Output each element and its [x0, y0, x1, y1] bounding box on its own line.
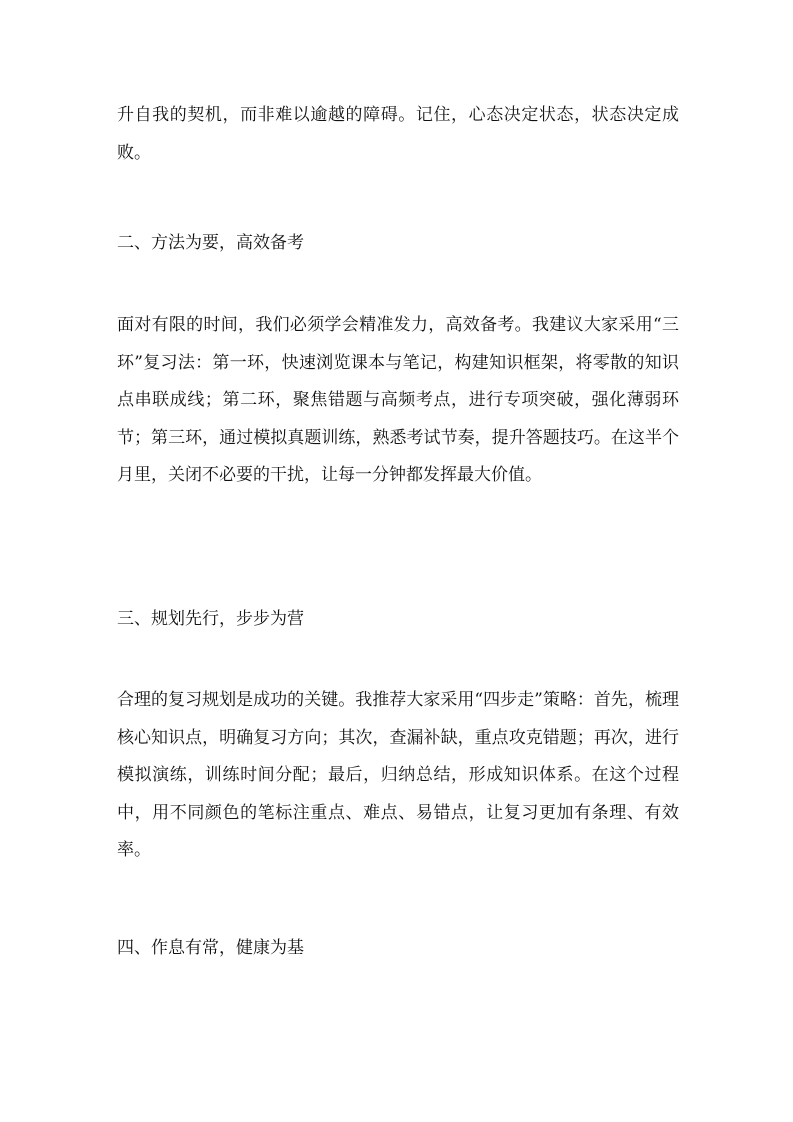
section-heading-methods: 二、方法为要，高效备考: [117, 233, 304, 253]
section-heading-rest: 四、作息有常，健康为基: [117, 938, 304, 958]
section-paragraph-methods: 面对有限的时间，我们必须学会精准发力，高效备考。我建议大家采用“三环”复习法：第一环，快速浏览课本与笔记，构建知识框架，将零散的知识点串联成线；第二环，聚焦错题与高频考点，进行专项突破，强化薄弱环节；第三环，通过模拟真题训练，熟悉考试节奏，提升答题技巧。在这半个月里，关闭不必要的干扰，让每一分钟都发挥最大价值。: [117, 315, 679, 486]
section-paragraph-planning: 合理的复习规划是成功的关键。我推荐大家采用“四步走”策略：首先，梳理核心知识点，明确复习方向；其次，查漏补缺，重点攻克错题；再次，进行模拟演练，训练时间分配；最后，归纳总结，形成知识体系。在这个过程中，用不同颜色的笔标注重点、难点、易错点，让复习更加有条理、有效率。: [117, 690, 679, 861]
continuation-paragraph: 升自我的契机，而非难以逾越的障碍。记住，心态决定状态，状态决定成败。: [117, 105, 679, 163]
section-heading-planning: 三、规划先行，步步为营: [117, 609, 304, 629]
